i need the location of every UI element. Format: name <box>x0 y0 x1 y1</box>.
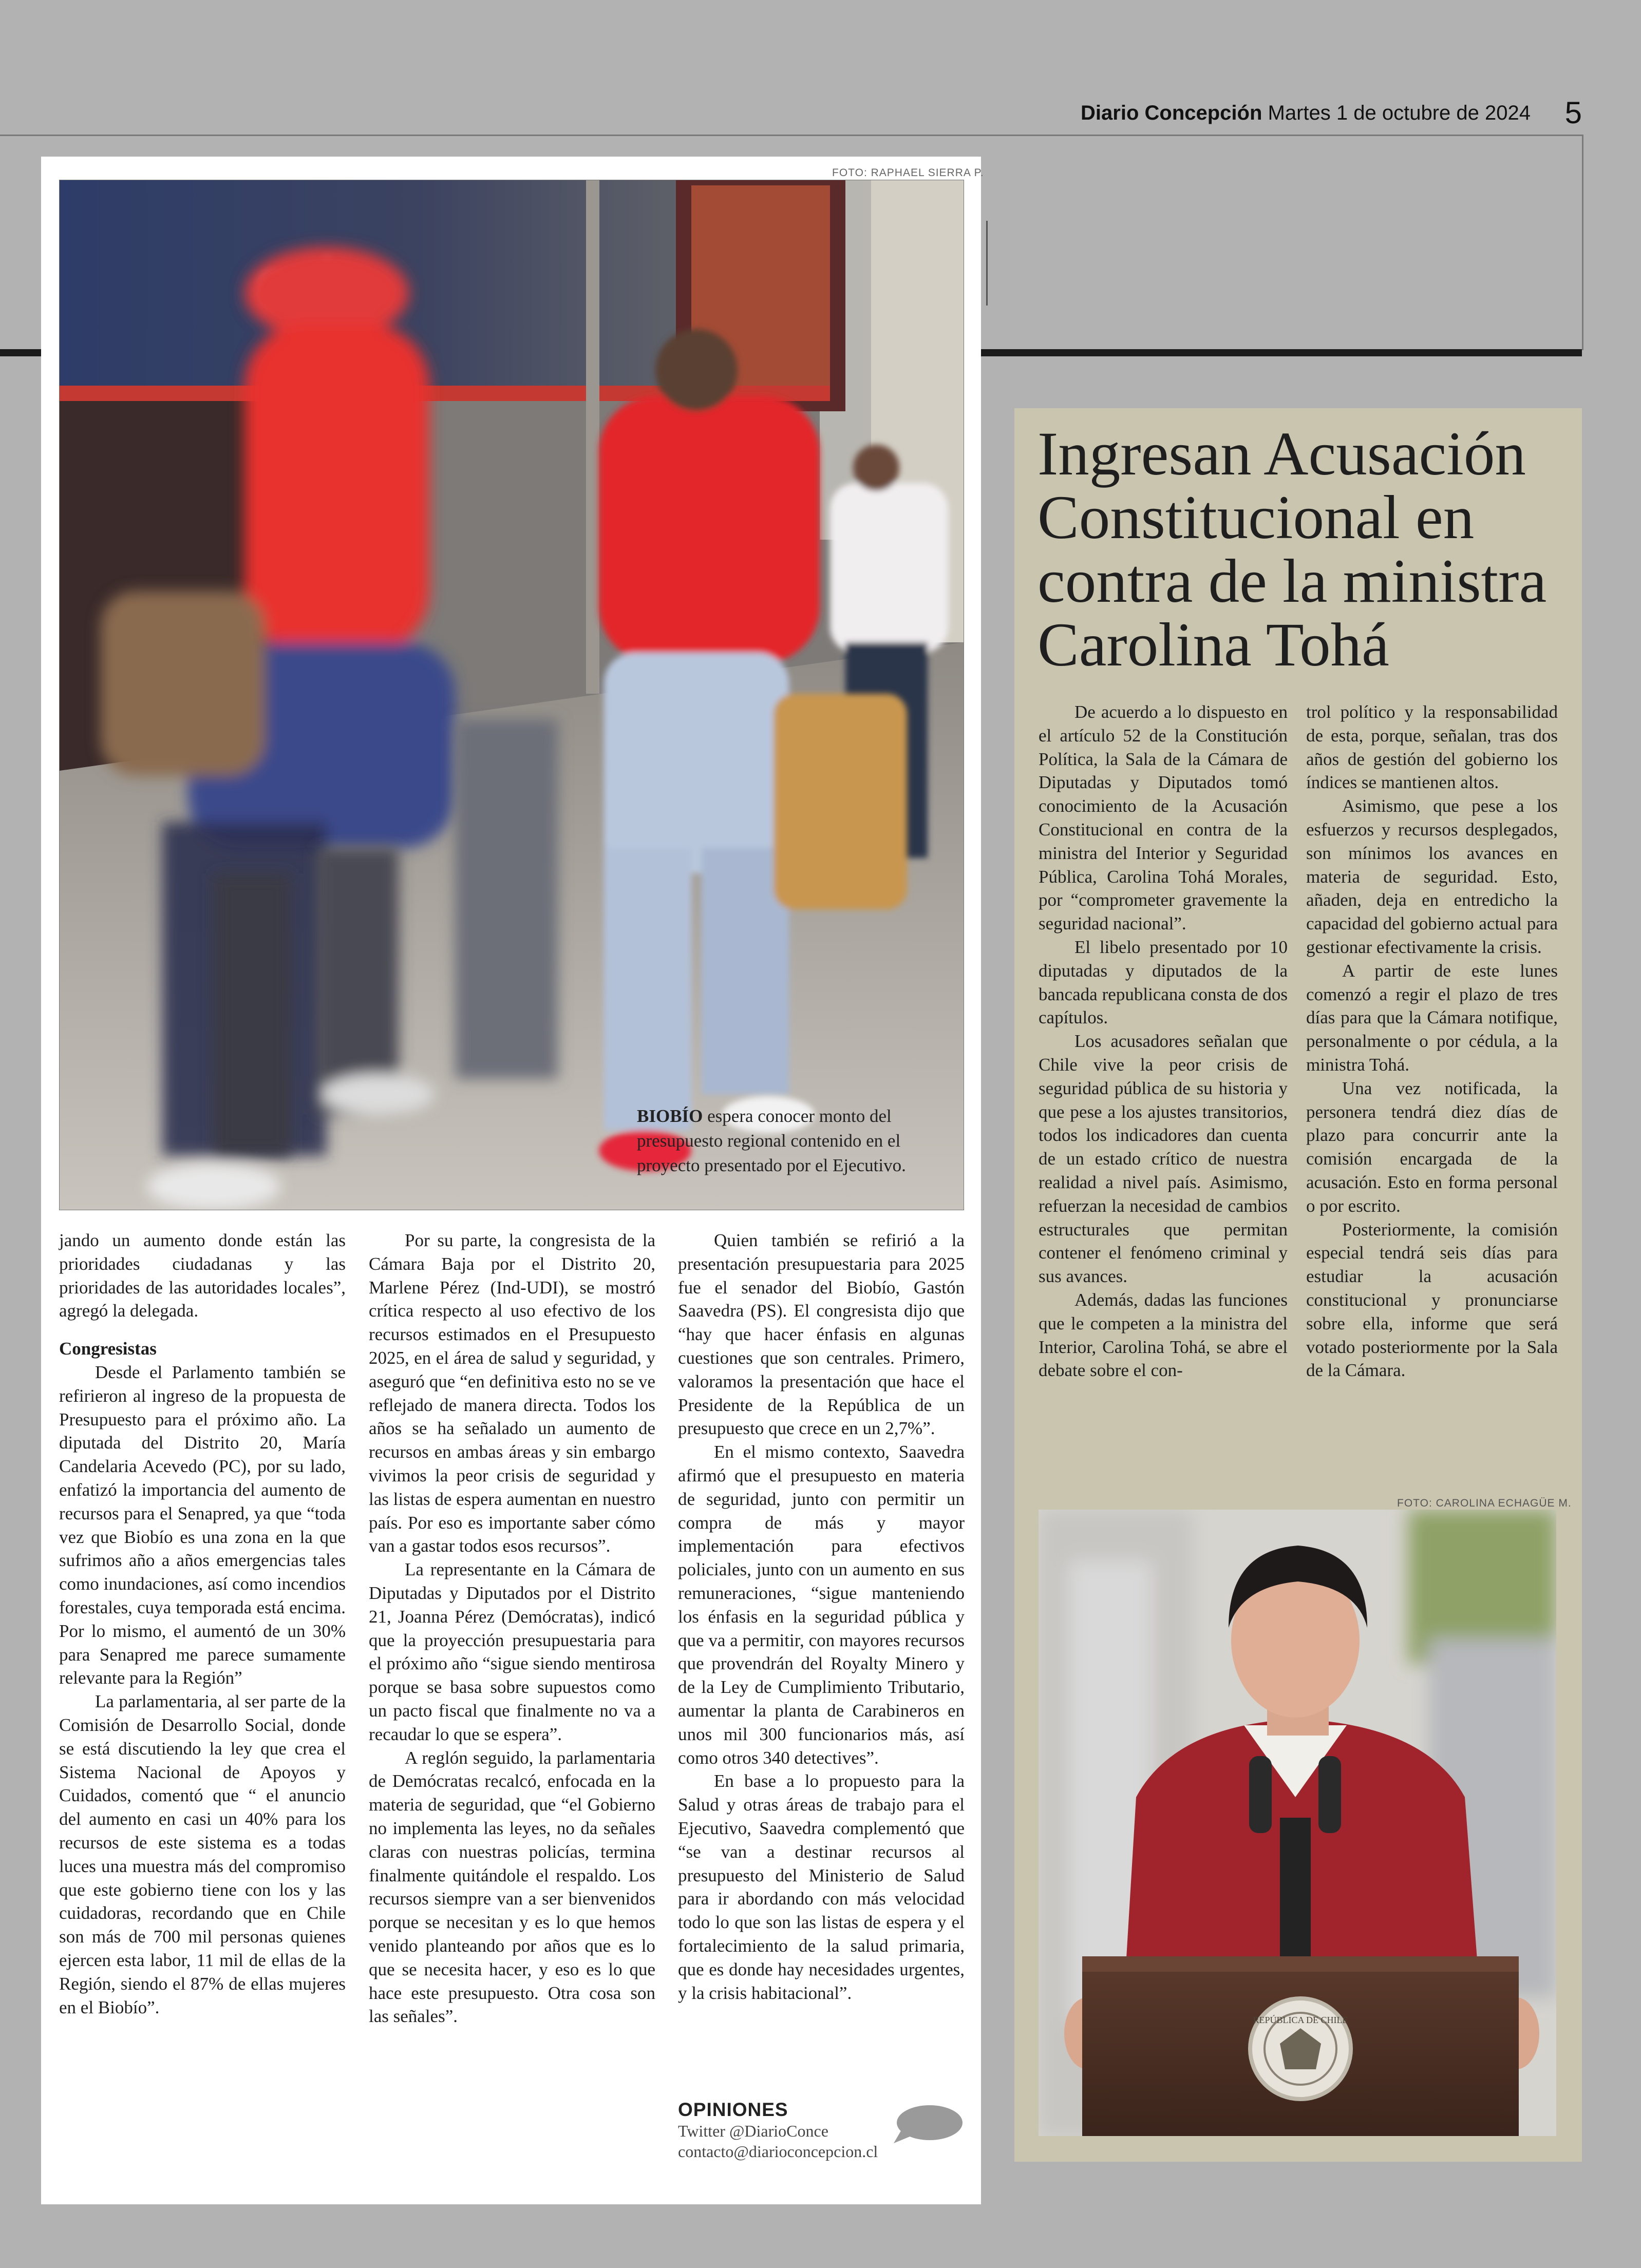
paragraph: En base a lo propuesto para la Salud y otras áreas de trabajo para el Ejecutivo, Saavedra complementó que “se van a destinar recursos al presupuesto del Ministerio de Salud para ir abordando con más velocidad todo lo que son las listas de espera y el fortalecimiento de la salud primaria, que es donde hay necesidades urgentes, y la crisis habitacional”. <box>678 1771 965 2003</box>
photo-credit: FOTO: CAROLINA ECHAGÜE M. <box>1397 1497 1572 1509</box>
article-column-2 <box>369 1229 655 2028</box>
paragraph: La representante en la Cámara de Diputadas y Diputados por el Distrito 21, Joanna Pérez (Demócratas), indicó que la proyección presupuestaria para el próximo año “sigue siendo mentirosa porque se basa sobre supuestos como un pacto fiscal que finalmente no va a recaudar lo que se espera”. <box>369 1559 655 1744</box>
paragraph: En el mismo contexto, Saavedra afirmó que el presupuesto en materia de seguridad, junto con permitir un compra de más y mayor implementación para efectivos policiales, junto con un aumento en sus remuneraciones, “sigue manteniendo los énfasis en la seguridad pública y que va a permitir, con mayores recursos que provendrán del Royalty Minero y de la Ley de Cumplimiento Tributario, aumentar la planta de Carabineros en unos mil 300 funcionarios más, así como otros 340 detectives”. <box>678 1442 965 1768</box>
newspaper-name: Diario Concepción <box>1081 102 1262 124</box>
paragraph: A partir de este lunes comenzó a regir el plazo de tres días para que la Cámara notifique, personalmente o por cédula, a la ministra Tohá. <box>1306 960 1558 1075</box>
section-rule-right <box>964 349 1582 356</box>
paragraph: Los acusadores señalan que Chile vive la peor crisis de seguridad pública de su historia y que pese a los ajustes transitorios, todos los indicadores dan cuenta de un estado crítico de nuestra realidad a nivel país. Asimismo, refuerzan la necesidad de cambios estructurales que permitan contener el fenómeno criminal y sus avances. <box>1039 1031 1288 1287</box>
header-frame <box>984 135 1583 350</box>
section-subhead: Congresistas <box>59 1339 157 1359</box>
paragraph: El libelo presentado por 10 diputadas y diputados de la bancada republicana consta de dos capítulos. <box>1039 937 1288 1028</box>
opinions-title: OPINIONES <box>678 2099 788 2120</box>
paragraph: Quien también se refirió a la presentación presupuestaria para 2025 fue el senador del Biobío, Gastón Saavedra (PS). El congresista dijo que “hay que hacer énfasis en algunas cuestiones que son centrales. Primero, valoramos la presentación que hace el Presidente de la República de un presupuesto que crece en un 2,7%”. <box>678 1230 965 1439</box>
paragraph: jando un aumento donde están las prioridades ciudadanas y las prioridades de las autoridades locales”, agregó la delegada. <box>59 1230 346 1321</box>
paragraph: A reglón seguido, la parlamentaria de Demócratas recalcó, enfocada en la materia de seguridad, que “el Gobierno no implementa las leyes, no da señales claras con nuestras policías, termina finalmente quitándole el respaldo. Los recursos siempre van a ser bienvenidos porque se necesitan y es lo que hemos venido planteando por años que es lo que se necesita hacer, y eso es lo que hace este presupuesto. Otra cosa son las señales”. <box>369 1747 655 2027</box>
podium-seal-text: REPÚBLICA DE CHILE <box>1253 2015 1348 2025</box>
photo-caption <box>637 1104 948 1178</box>
photo-credit: FOTO: RAPHAEL SIERRA P. <box>832 167 984 179</box>
paragraph: La parlamentaria, al ser parte de la Comisión de Desarrollo Social, donde se está discutiendo la ley que crea el Sistema Nacional de Apoyos y Cuidados, comentó que “ el anuncio del aumento en casi un 40% para los recursos de este sistema es a todas luces una muestra más del compromiso que este gobierno tiene con los y las cuidadoras, recordando que en Chile son más de 700 mil personas quienes ejercen esta labor, 11 mil de ellas de la Región, siendo el 87% de ellas mujeres en el Biobío”. <box>59 1691 346 2017</box>
frame-divider <box>986 221 988 306</box>
paragraph: Por su parte, la congresista de la Cámara Baja por el Distrito 20, Marlene Pérez (Ind-UDI), se mostró crítica respecto al uso efectivo de los recursos estimados en el Presupuesto 2025, en el área de salud y seguridad, y aseguró que “en definitiva esto no se ve reflejado de manera directa. Todos los años se ha señalado un aumento de recursos en ambas áreas y sin embargo vivimos la peor crisis de seguridad y las listas de espera aumentan en nuestro país. Por eso es importante saber cómo van a gastar todos esos recursos”. <box>369 1230 655 1556</box>
street-photo <box>59 180 964 1210</box>
paragraph: Posteriormente, la comisión especial tendrá seis días para estudiar la acusación constitucional y pronunciarse sobre ella, informe que será votado posteriormente por la Sala de la Cámara. <box>1306 1219 1558 1381</box>
issue-date: Martes 1 de octubre de 2024 <box>1268 102 1531 124</box>
paragraph: Además, dadas las funciones que le competen a la ministra del Interior, Carolina Tohá, se abre el debate sobre el con- <box>1039 1289 1288 1381</box>
headline: Ingresan Acusación Constitucional en contra de la ministra Carolina Tohá <box>1038 420 1547 679</box>
right-column-2 <box>1306 700 1558 1382</box>
paragraph: Una vez notificada, la personera tendrá diez días de plazo para concurrir ante la comisión encargada de la acusación. Esto en forma personal o por escrito. <box>1306 1078 1558 1216</box>
paragraph: trol político y la responsabilidad de esta, porque, señalan, tras dos años de gestión del gobierno los índices se mantienen altos. <box>1306 702 1558 793</box>
contact-email[interactable]: contacto@diarioconcepcion.cl <box>678 2142 878 2161</box>
minister-photo <box>1039 1510 1556 2136</box>
twitter-handle[interactable]: Twitter @DiarioConce <box>678 2122 828 2140</box>
paragraph: Asimismo, que pese a los esfuerzos y recursos desplegados, son mínimos los avances en materia de seguridad. Esto, añaden, deja en entredicho la capacidad del gobierno actual para gestionar efectivamente la crisis. <box>1306 796 1558 957</box>
caption-text: espera conocer monto del presupuesto regional contenido en el proyecto presentado por el Ejecutivo. <box>637 1106 906 1175</box>
paragraph: Desde el Parlamento también se refirieron al ingreso de la propuesta de Presupuesto para el próximo año. La diputada del Distrito 20, María Candelaria Acevedo (PC), por su lado, enfatizó la importancia del aumento de recursos para el Senapred, ya que “toda vez que Biobío es una zona en la que sufrimos año a años emergencias tales como inundaciones, así como incendios forestales, cuya temporada está encima. Por lo mismo, el aumentó de un 30% para Senapred me parece sumamente relevante para la Región” <box>59 1362 346 1688</box>
paragraph: De acuerdo a lo dispuesto en el artículo 52 de la Constitución Política, la Sala de la Cámara de Diputadas y Diputados tomó conocimiento de la Acusación Constitucional en contra de la ministra del Interior y Seguridad Pública, Carolina Tohá Morales, por “comprometer gravemente la seguridad nacional”. <box>1039 702 1288 934</box>
section-rule-left <box>0 349 41 356</box>
page-number: 5 <box>1564 96 1582 130</box>
speech-bubble-icon <box>892 2104 964 2144</box>
right-column-1 <box>1039 700 1288 1382</box>
article-column-1 <box>59 1229 346 2019</box>
masthead <box>1081 102 1531 125</box>
caption-lead: BIOBÍO <box>637 1106 703 1126</box>
article-column-3 <box>678 1229 965 2005</box>
